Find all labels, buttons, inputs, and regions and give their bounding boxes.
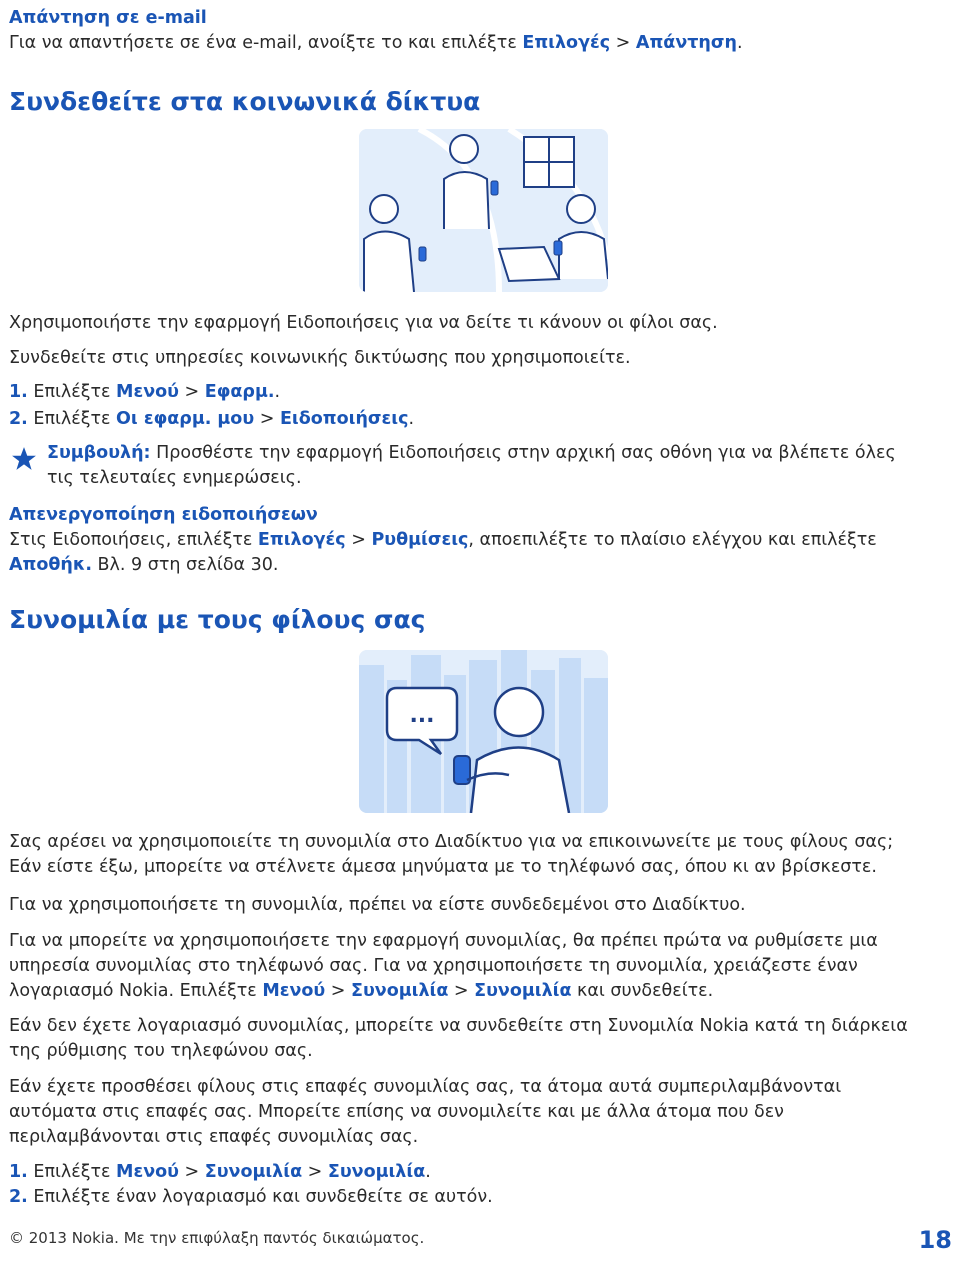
apps-link: Εφαρμ. <box>204 382 275 402</box>
social-title: Συνδεθείτε στα κοινωνικά δίκτυα <box>9 87 481 116</box>
footer-copyright: © 2013 Nokia. Με την επιφύλαξη παντός δικαιώματος. <box>9 1229 425 1247</box>
social-para1: Χρησιμοποιήστε την εφαρμογή Ειδοποιήσεις για να δείτε τι κάνουν οι φίλοι σας. <box>9 313 718 333</box>
chat-p3-line3: λογαριασμό Nokia. Επιλέξτε Μενού > Συνομιλία > Συνομιλία και συνδεθείτε. <box>9 981 714 1001</box>
social-illustration <box>359 129 608 292</box>
chat-p4-line2: της ρύθμισης του τηλεφώνου σας. <box>9 1041 313 1061</box>
menu-link: Μενού <box>116 382 179 402</box>
chat-p2: Για να χρησιμοποιήσετε τη συνομιλία, πρέπει να είστε συνδεδεμένοι στο Διαδίκτυο. <box>9 895 746 915</box>
disable-text-line2: Αποθήκ. Βλ. 9 στη σελίδα 30. <box>9 555 279 575</box>
email-reply-heading: Απάντηση σε e-mail <box>9 8 207 28</box>
chat-p3-line2: υπηρεσία συνομιλίας στο τηλέφωνό σας. Για να χρησιμοποιήσετε τη συνομιλία, χρειάζεστε έναν <box>9 956 858 976</box>
tip-line1: Συμβουλή: Προσθέστε την εφαρμογή Ειδοποιήσεις στην αρχική σας οθόνη για να βλέπετε όλες <box>47 443 896 463</box>
chat-step1: 1. Επιλέξτε Μενού > Συνομιλία > Συνομιλία. <box>9 1162 431 1182</box>
tip-star-icon <box>11 446 37 472</box>
page-number: 18 <box>918 1226 952 1254</box>
disable-text-line1: Στις Ειδοποιήσεις, επιλέξτε Επιλογές > Ρυθμίσεις, αποεπιλέξτε το πλαίσιο ελέγχου και επιλέξτε <box>9 530 877 550</box>
social-people-illustration <box>359 129 608 292</box>
chat-p5-line1: Εάν έχετε προσθέσει φίλους στις επαφές συνομιλίας σας, τα άτομα αυτά συμπεριλαμβάνονται <box>9 1077 842 1097</box>
chat-person-illustration <box>359 650 608 813</box>
chat-step2: 2. Επιλέξτε έναν λογαριασμό και συνδεθείτε σε αυτόν. <box>9 1187 493 1207</box>
chat-illustration <box>359 650 608 813</box>
chat-p5-line2: αυτόματα στις επαφές σας. Μπορείτε επίσης να συνομιλείτε και με άλλα άτομα που δεν <box>9 1102 784 1122</box>
chat-p3-line1: Για να μπορείτε να χρησιμοποιήσετε την εφαρμογή συνομιλίας, θα πρέπει πρώτα να ρυθμίσετε μια <box>9 931 878 951</box>
chat-p1-line1: Σας αρέσει να χρησιμοποιείτε τη συνομιλία στο Διαδίκτυο για να επικοινωνείτε με τους φίλους σας; <box>9 832 894 852</box>
social-step1: 1. Επιλέξτε Μενού > Εφαρμ.. <box>9 382 281 402</box>
chat-title: Συνομιλία με τους φίλους σας <box>9 605 426 634</box>
chat-p5-line3: περιλαμβάνονται στις επαφές συνομιλίας σας. <box>9 1127 419 1147</box>
chat-bubble-dots: ... <box>409 703 435 728</box>
chat-p4-line1: Εάν δεν έχετε λογαριασμό συνομιλίας, μπορείτε να συνδεθείτε στη Συνομιλία Nokia κατά τη διάρκεια <box>9 1016 908 1036</box>
disable-heading: Απενεργοποίηση ειδοποιήσεων <box>9 505 318 525</box>
social-para2: Συνδεθείτε στις υπηρεσίες κοινωνικής δικτύωσης που χρησιμοποιείτε. <box>9 348 631 368</box>
options-link: Επιλογές <box>522 33 611 53</box>
chat-p1-line2: Εάν είστε έξω, μπορείτε να στέλνετε άμεσα μηνύματα με το τηλέφωνό σας, όπου κι αν βρίσκεστε. <box>9 857 877 877</box>
my-apps-link: Οι εφαρμ. μου <box>116 409 255 429</box>
reply-link: Απάντηση <box>635 33 737 53</box>
tip-line2: τις τελευταίες ενημερώσεις. <box>47 468 302 488</box>
social-step2: 2. Επιλέξτε Οι εφαρμ. μου > Ειδοποιήσεις. <box>9 409 415 429</box>
notifications-link: Ειδοποιήσεις <box>279 409 409 429</box>
email-reply-text: Για να απαντήσετε σε ένα e-mail, ανοίξτε το και επιλέξτε Επιλογές > Απάντηση. <box>9 33 743 53</box>
